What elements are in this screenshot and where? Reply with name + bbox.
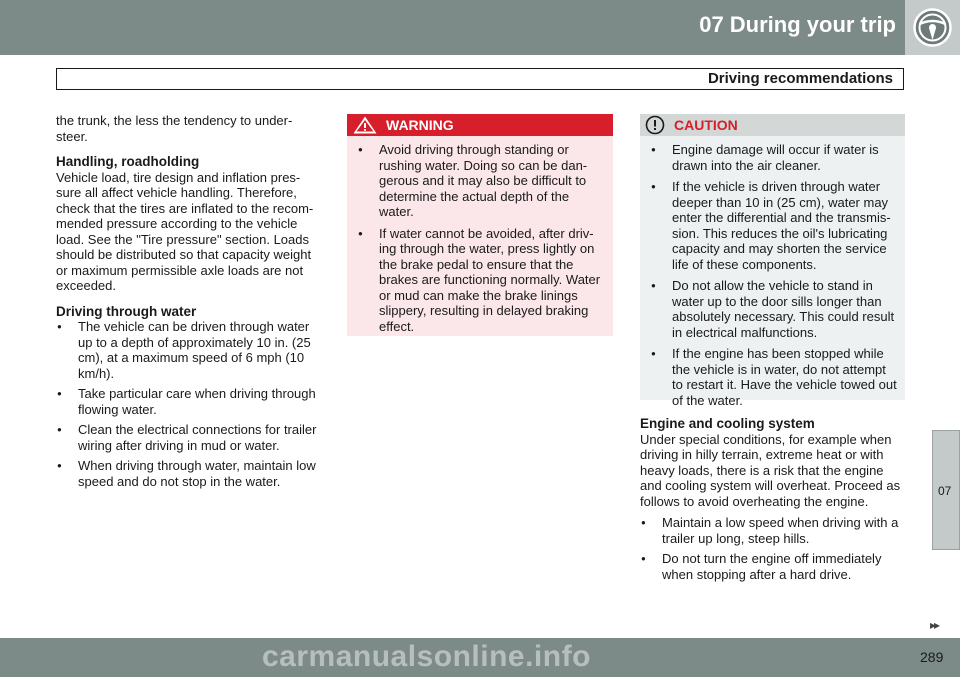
- caution-header: [640, 114, 905, 136]
- list-item: ● When driving through water, maintain low speed and do not stop in the water.: [56, 458, 320, 489]
- list-item: ● Take particular care when driving through flowing water.: [56, 386, 320, 417]
- warning-list: [357, 142, 605, 334]
- handling-heading: Handling, roadholding: [56, 154, 200, 169]
- engine-list: [640, 515, 905, 582]
- list-item: ● If the engine has been stopped while the vehicle is in water, do not attempt to restart it. Have the vehicle towed out of the water.: [650, 346, 897, 408]
- section-header-bar: [56, 68, 904, 90]
- chapter-tab-label: 07: [938, 484, 952, 498]
- list-item: ● If the vehicle is driven through water deeper than 10 in (25 cm), water may enter the differential and the transmis-sion. This reduces the oil's lubricating capacity and may shorten the service life of these components.: [650, 179, 897, 272]
- chapter-icon-box: [905, 0, 960, 55]
- section-title: Driving recommendations: [707, 70, 893, 87]
- list-item: ● Avoid driving through standing or rushing water. Doing so can be dan-gerous and it may also be difficult to determine the actual depth of the water.: [357, 142, 605, 220]
- water-list: [56, 319, 320, 489]
- water-heading: Driving through water: [56, 303, 197, 319]
- caution-list: [650, 142, 897, 408]
- page-number: 289: [920, 649, 944, 665]
- list-item: ● Clean the electrical connections for trailer wiring after driving in mud or water.: [56, 422, 320, 453]
- chapter-title: 07 During your trip: [699, 12, 896, 37]
- next-page-arrows-icon: ▸▸: [930, 618, 939, 632]
- handling-paragraph: Vehicle load, tire design and inflation pres-sure all affect vehicle handling. Therefore, check that the tires are inflated to the recom-mended pressure according to the vehicle load. See the "Tire pressure" section. Loads should be distributed so that capacity weight or maximum permissible axle loads are not exceeded.: [56, 169, 314, 293]
- left-column: [56, 113, 320, 494]
- warning-box: [347, 114, 613, 336]
- list-item: ● Maintain a low speed when driving with a trailer up long, steep hills.: [640, 515, 905, 546]
- list-item: ● Do not turn the engine off immediately when stopping after a hard drive.: [640, 551, 905, 582]
- watermark: carmanualsonline.info: [262, 640, 591, 673]
- engine-paragraph: Under special conditions, for example when driving in hilly terrain, extreme heat or with heavy loads, there is a risk that the engine and cooling system will overheat. Proceed as follows to avoid overheating the engine.: [640, 431, 901, 509]
- intro-paragraph: the trunk, the less the tendency to under-steer.: [56, 113, 293, 144]
- list-item: ● If water cannot be avoided, after driv-ing through the water, press lightly on the brake pedal to ensure that the brakes are functioning normally. Water or mud can make the brake linings slippery, resulting in delayed braking effect.: [357, 226, 605, 335]
- steering-wheel-icon: [905, 0, 960, 55]
- list-item: ● The vehicle can be driven through water up to a depth of approximately 10 in. (25 cm), at a maximum speed of 6 mph (10 km/h).: [56, 319, 320, 381]
- warning-triangle-icon: [352, 115, 378, 135]
- list-item: ● Do not allow the vehicle to stand in water up to the door sills longer than absolutely necessary. This could result in electrical malfunctions.: [650, 278, 897, 340]
- caution-body: [640, 136, 905, 408]
- engine-heading: Engine and cooling system: [640, 416, 815, 431]
- caution-exclamation-icon: [643, 115, 667, 135]
- caution-box: [640, 114, 905, 408]
- warning-header: [347, 114, 613, 136]
- engine-section: [640, 416, 905, 587]
- warning-body: [347, 136, 613, 334]
- list-item: ● Engine damage will occur if water is drawn into the air cleaner.: [650, 142, 897, 173]
- warning-title: WARNING: [386, 117, 454, 133]
- caution-title: CAUTION: [674, 117, 738, 133]
